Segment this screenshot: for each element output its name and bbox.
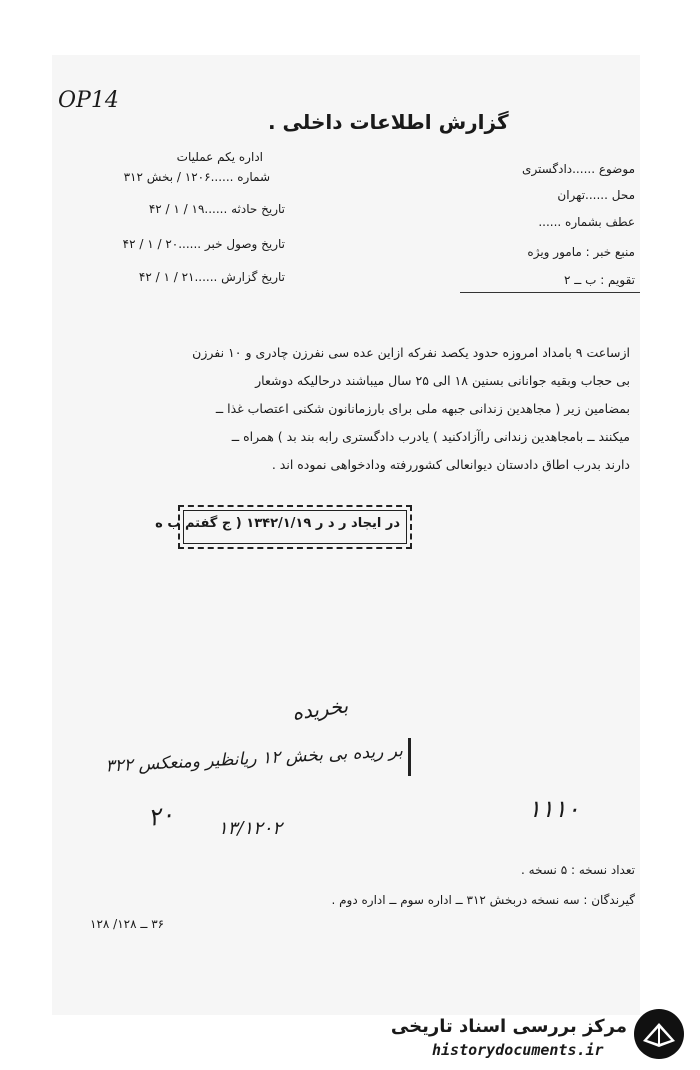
handwritten-numerals: ۱۱۱۰ [528,795,580,823]
body-line: بمضامین زیر ( مجاهدین زندانی جبهه ملی برای بارزمانانون شکنی اعتصاب غذا ــ [215,401,630,416]
body-line: دارند بدرب اطاق دادستان دیوانعالی کشوررفته ودادخواهی نموده اند . [271,457,630,472]
handwritten-note-top: بخریده [290,693,350,725]
handwritten-date: ۱۳/۱۲۰۲ [218,818,283,839]
subject-field: موضوع ......دادگستری [522,162,635,176]
reference-field: عطف بشماره ...... [538,215,635,229]
footer-code: ۳۶ ــ ۱۲۸/ ۱۲۸ [90,917,165,931]
handwritten-referral: بر ریده بی بخش ۱۲ ریانظیر ومنعکس ۳۲۲ [105,741,404,777]
report-date: تاریخ گزارش ......۲۱ / ۱ / ۴۲ [138,270,285,284]
source-field: منبع خبر : مامور ویژه [527,245,635,259]
document-code: OP14 [58,88,119,113]
place-field: محل ......تهران [557,188,635,202]
incident-date: تاریخ حادثه ......۱۹ / ۱ / ۴۲ [148,202,285,216]
handwritten-stroke [408,738,411,776]
copies-count: تعداد نسخه : ۵ نسخه . [521,863,635,877]
book-logo-icon [632,1007,686,1061]
stamp-text: در ایجاد ر د ر ۱۳۴۲/۱/۱۹ ( ج گفتم ب ه [155,516,400,531]
header-divider [460,292,640,293]
receipt-date: تاریخ وصول خبر ......۲۰ / ۱ / ۴۲ [122,237,285,251]
evaluation-field: تقویم : ب ــ ۲ [563,273,635,287]
document-title: گزارش اطلاعات داخلی . [268,110,509,134]
registration-stamp [155,505,412,549]
watermark-url: historydocuments.ir [432,1041,604,1059]
doc-number: شماره ......۱۲۰۶ / بخش ۳۱۲ [123,170,270,184]
watermark-org-name: مرکز بررسی اسناد تاریخی [390,1016,627,1037]
body-line: بی حجاب وبقیه جوانانی بسنین ۱۸ الی ۲۵ سال میباشند درحالیکه دوشعار [255,373,630,388]
office-name: اداره یکم عملیات [176,150,263,164]
body-line: میکنند ــ بامجاهدین زندانی راآزادکنید ) یادرب دادگستری رابه بند بد ) همراه ــ [231,429,630,444]
handwritten-code: ۲۰ [145,799,177,833]
body-line: ازساعت ۹ بامداد امروزه حدود یکصد نفرکه ازاین عده سی نفرزن چادری و ۱۰ نفرزن [192,345,630,360]
recipients: گیرندگان : سه نسخه دربخش ۳۱۲ ــ اداره سوم ــ اداره دوم . [331,893,635,907]
